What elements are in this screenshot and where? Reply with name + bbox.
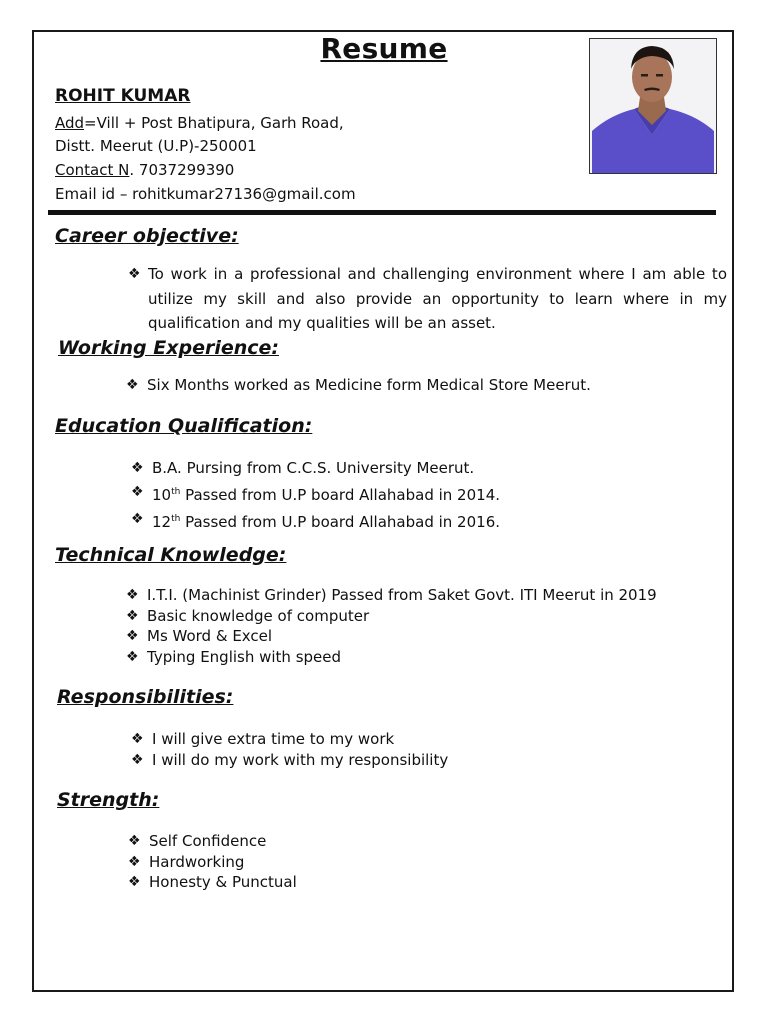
education-list — [131, 456, 500, 534]
list-item — [128, 852, 297, 873]
contact-label: Contact N — [55, 161, 130, 179]
responsibilities-list — [131, 729, 448, 770]
list-item-text: I will give extra time to my work — [152, 730, 395, 748]
list-item-text: B.A. Pursing from C.C.S. University Meerut. — [152, 459, 475, 477]
list-item-text: Typing English with speed — [147, 647, 342, 666]
list-item — [131, 480, 500, 507]
contact-value: . 7037299390 — [129, 161, 235, 179]
address-text-1: =Vill + Post Bhatipura, Garh Road, — [84, 114, 344, 132]
list-item — [126, 606, 657, 627]
header-divider — [48, 210, 716, 215]
bullet-icon: ❖ — [131, 731, 144, 747]
strength-heading: Strength: — [57, 789, 160, 811]
list-item-text: I.T.I. (Machinist Grinder) Passed from Saket Govt. ITI Meerut in 2019 — [147, 586, 657, 604]
list-item-text: 12 — [152, 513, 172, 531]
technical-knowledge-heading: Technical Knowledge: — [55, 544, 287, 566]
list-item-text: I will do my work with my responsibility — [152, 750, 449, 769]
list-item — [126, 375, 591, 396]
bullet-icon: ❖ — [131, 751, 144, 768]
profile-photo — [589, 38, 717, 174]
bullet-icon: ❖ — [131, 511, 144, 527]
list-item — [131, 750, 448, 771]
ordinal-suffix: th — [171, 487, 181, 497]
list-item — [131, 507, 500, 534]
career-objective-heading: Career objective: — [55, 225, 239, 247]
list-item-text: Hardworking — [149, 852, 245, 871]
education-heading: Education Qualification: — [55, 415, 313, 437]
bullet-icon: ❖ — [128, 853, 141, 870]
list-item — [128, 872, 297, 893]
list-item — [126, 626, 657, 647]
list-item-text: Self Confidence — [149, 832, 267, 850]
technical-list — [126, 585, 657, 667]
list-item-text: 10 — [152, 486, 172, 504]
bullet-icon: ❖ — [126, 607, 139, 624]
address-line-1 — [55, 111, 344, 135]
bullet-icon: ❖ — [126, 587, 139, 603]
ordinal-suffix: th — [171, 514, 181, 524]
responsibilities-heading: Responsibilities: — [57, 686, 234, 708]
bullet-icon: ❖ — [126, 648, 139, 665]
list-item-text: Ms Word & Excel — [147, 627, 273, 645]
career-objective-text — [128, 262, 727, 336]
list-item-text: Honesty & Punctual — [149, 873, 297, 891]
bullet-icon: ❖ — [126, 377, 139, 393]
bullet-icon: ❖ — [131, 460, 144, 476]
experience-list — [126, 375, 591, 396]
address-label: Add — [55, 114, 85, 132]
list-item — [126, 647, 657, 668]
applicant-name: ROHIT KUMAR — [55, 86, 191, 106]
career-objective-body: To work in a professional and challenging environment where I am able to utilize my skill and also provide an opportunity to learn where in my qualification and my qualities will be an asset. — [148, 265, 727, 332]
strength-list — [128, 831, 297, 893]
bullet-icon: ❖ — [128, 874, 141, 890]
list-item — [131, 456, 500, 480]
address-line-2: Distt. Meerut (U.P)-250001 — [55, 137, 257, 155]
working-experience-heading: Working Experience: — [58, 337, 279, 359]
bullet-icon: ❖ — [128, 833, 141, 849]
list-item-text: Six Months worked as Medicine form Medical Store Meerut. — [147, 376, 591, 394]
contact-number — [55, 158, 234, 182]
list-item-text: Passed from U.P board Allahabad in 2014. — [180, 486, 501, 504]
list-item — [128, 831, 297, 852]
bullet-icon: ❖ — [131, 484, 144, 500]
bullet-icon: ❖ — [126, 628, 139, 644]
list-item-text: Basic knowledge of computer — [147, 606, 370, 625]
list-item — [126, 585, 657, 606]
list-item-text: Passed from U.P board Allahabad in 2016. — [180, 513, 501, 531]
email-line: Email id – rohitkumar27136@gmail.com — [55, 185, 356, 203]
list-item — [131, 729, 448, 750]
bullet-icon: ❖ — [128, 266, 141, 282]
resume-title: Resume — [320, 32, 448, 65]
